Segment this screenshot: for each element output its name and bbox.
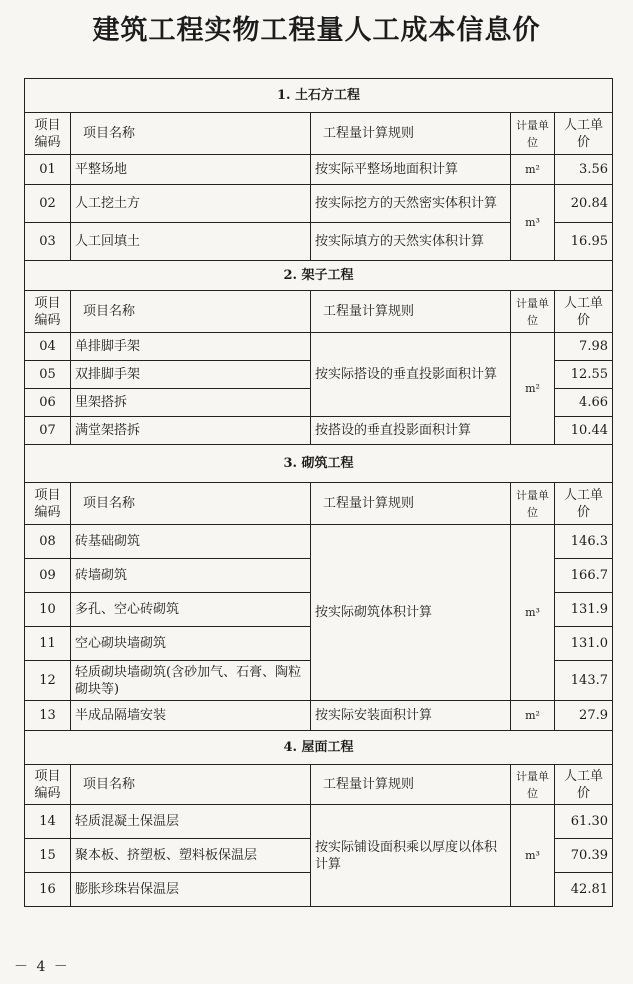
- header-code: 项目编码: [25, 765, 71, 805]
- item-name: 聚本板、挤塑板、塑料板保温层: [71, 839, 311, 873]
- item-unit: m³: [511, 805, 555, 907]
- item-price: 166.7: [555, 559, 613, 593]
- item-code: 01: [25, 155, 71, 185]
- item-name: 砖基础砌筑: [71, 525, 311, 559]
- item-code: 04: [25, 333, 71, 361]
- item-name: 双排脚手架: [71, 361, 311, 389]
- item-rule: 按实际搭设的垂直投影面积计算: [311, 333, 511, 417]
- header-code: 项目编码: [25, 113, 71, 155]
- header-unit: 计量单位: [511, 765, 555, 805]
- section-title: 3. 砌筑工程: [25, 445, 613, 483]
- section-title: 2. 架子工程: [25, 261, 613, 291]
- item-code: 05: [25, 361, 71, 389]
- header-name: 项目名称: [71, 113, 311, 155]
- item-price: 20.84: [555, 185, 613, 223]
- header-rule: 工程量计算规则: [311, 483, 511, 525]
- header-price: 人工单价: [555, 113, 613, 155]
- section-title-row: [25, 261, 613, 291]
- header-row: [25, 765, 613, 805]
- item-unit: m²: [511, 701, 555, 731]
- item-name: 人工回填土: [71, 223, 311, 261]
- table-row: [25, 185, 613, 223]
- item-price: 70.39: [555, 839, 613, 873]
- header-unit: 计量单位: [511, 291, 555, 333]
- item-unit: m³: [511, 525, 555, 701]
- header-name: 项目名称: [71, 765, 311, 805]
- item-price: 7.98: [555, 333, 613, 361]
- item-name: 膨胀珍珠岩保温层: [71, 873, 311, 907]
- table-row: [25, 333, 613, 361]
- item-rule: 按实际挖方的天然密实体积计算: [311, 185, 511, 223]
- item-name: 平整场地: [71, 155, 311, 185]
- item-name: 满堂架搭拆: [71, 417, 311, 445]
- item-price: 10.44: [555, 417, 613, 445]
- item-rule: 按实际平整场地面积计算: [311, 155, 511, 185]
- table-row: [25, 701, 613, 731]
- header-row: [25, 291, 613, 333]
- header-code: 项目编码: [25, 483, 71, 525]
- header-price: 人工单价: [555, 291, 613, 333]
- item-code: 06: [25, 389, 71, 417]
- item-name: 人工挖土方: [71, 185, 311, 223]
- item-code: 02: [25, 185, 71, 223]
- page-number: － 4 －: [14, 959, 70, 975]
- item-rule: 按实际砌筑体积计算: [311, 525, 511, 701]
- item-name: 多孔、空心砖砌筑: [71, 593, 311, 627]
- header-rule: 工程量计算规则: [311, 765, 511, 805]
- header-name: 项目名称: [71, 291, 311, 333]
- item-name: 砖墙砌筑: [71, 559, 311, 593]
- labor-cost-table: [24, 78, 613, 907]
- item-code: 08: [25, 525, 71, 559]
- header-price: 人工单价: [555, 765, 613, 805]
- item-price: 16.95: [555, 223, 613, 261]
- item-name: 半成品隔墙安装: [71, 701, 311, 731]
- item-code: 10: [25, 593, 71, 627]
- item-name: 单排脚手架: [71, 333, 311, 361]
- item-rule: 按搭设的垂直投影面积计算: [311, 417, 511, 445]
- item-price: 61.30: [555, 805, 613, 839]
- header-rule: 工程量计算规则: [311, 291, 511, 333]
- header-code: 项目编码: [25, 291, 71, 333]
- item-name: 轻质混凝土保温层: [71, 805, 311, 839]
- header-price: 人工单价: [555, 483, 613, 525]
- item-unit: m²: [511, 155, 555, 185]
- item-price: 12.55: [555, 361, 613, 389]
- item-code: 13: [25, 701, 71, 731]
- item-code: 03: [25, 223, 71, 261]
- table-row: [25, 525, 613, 559]
- table-row: [25, 155, 613, 185]
- section-title-row: [25, 445, 613, 483]
- item-code: 11: [25, 627, 71, 661]
- item-code: 15: [25, 839, 71, 873]
- item-price: 146.3: [555, 525, 613, 559]
- item-price: 4.66: [555, 389, 613, 417]
- section-title: 4. 屋面工程: [25, 731, 613, 765]
- item-price: 27.9: [555, 701, 613, 731]
- item-code: 07: [25, 417, 71, 445]
- item-price: 143.7: [555, 661, 613, 701]
- header-unit: 计量单位: [511, 113, 555, 155]
- header-row: [25, 483, 613, 525]
- item-code: 16: [25, 873, 71, 907]
- section-title: 1. 土石方工程: [25, 79, 613, 113]
- header-name: 项目名称: [71, 483, 311, 525]
- item-unit: m³: [511, 185, 555, 261]
- header-row: [25, 113, 613, 155]
- item-price: 131.0: [555, 627, 613, 661]
- item-price: 3.56: [555, 155, 613, 185]
- item-name: 空心砌块墙砌筑: [71, 627, 311, 661]
- table-row: [25, 805, 613, 839]
- item-price: 131.9: [555, 593, 613, 627]
- header-rule: 工程量计算规则: [311, 113, 511, 155]
- item-unit: m²: [511, 333, 555, 445]
- item-price: 42.81: [555, 873, 613, 907]
- item-code: 12: [25, 661, 71, 701]
- item-rule: 按实际安装面积计算: [311, 701, 511, 731]
- section-title-row: [25, 731, 613, 765]
- item-rule: 按实际填方的天然实体积计算: [311, 223, 511, 261]
- item-name: 轻质砌块墙砌筑(含砂加气、石膏、陶粒砌块等): [71, 661, 311, 701]
- item-rule: 按实际铺设面积乘以厚度以体积计算: [311, 805, 511, 907]
- header-unit: 计量单位: [511, 483, 555, 525]
- item-name: 里架搭拆: [71, 389, 311, 417]
- item-code: 14: [25, 805, 71, 839]
- item-code: 09: [25, 559, 71, 593]
- section-title-row: [25, 79, 613, 113]
- document-title: 建筑工程实物工程量人工成本信息价: [92, 15, 541, 46]
